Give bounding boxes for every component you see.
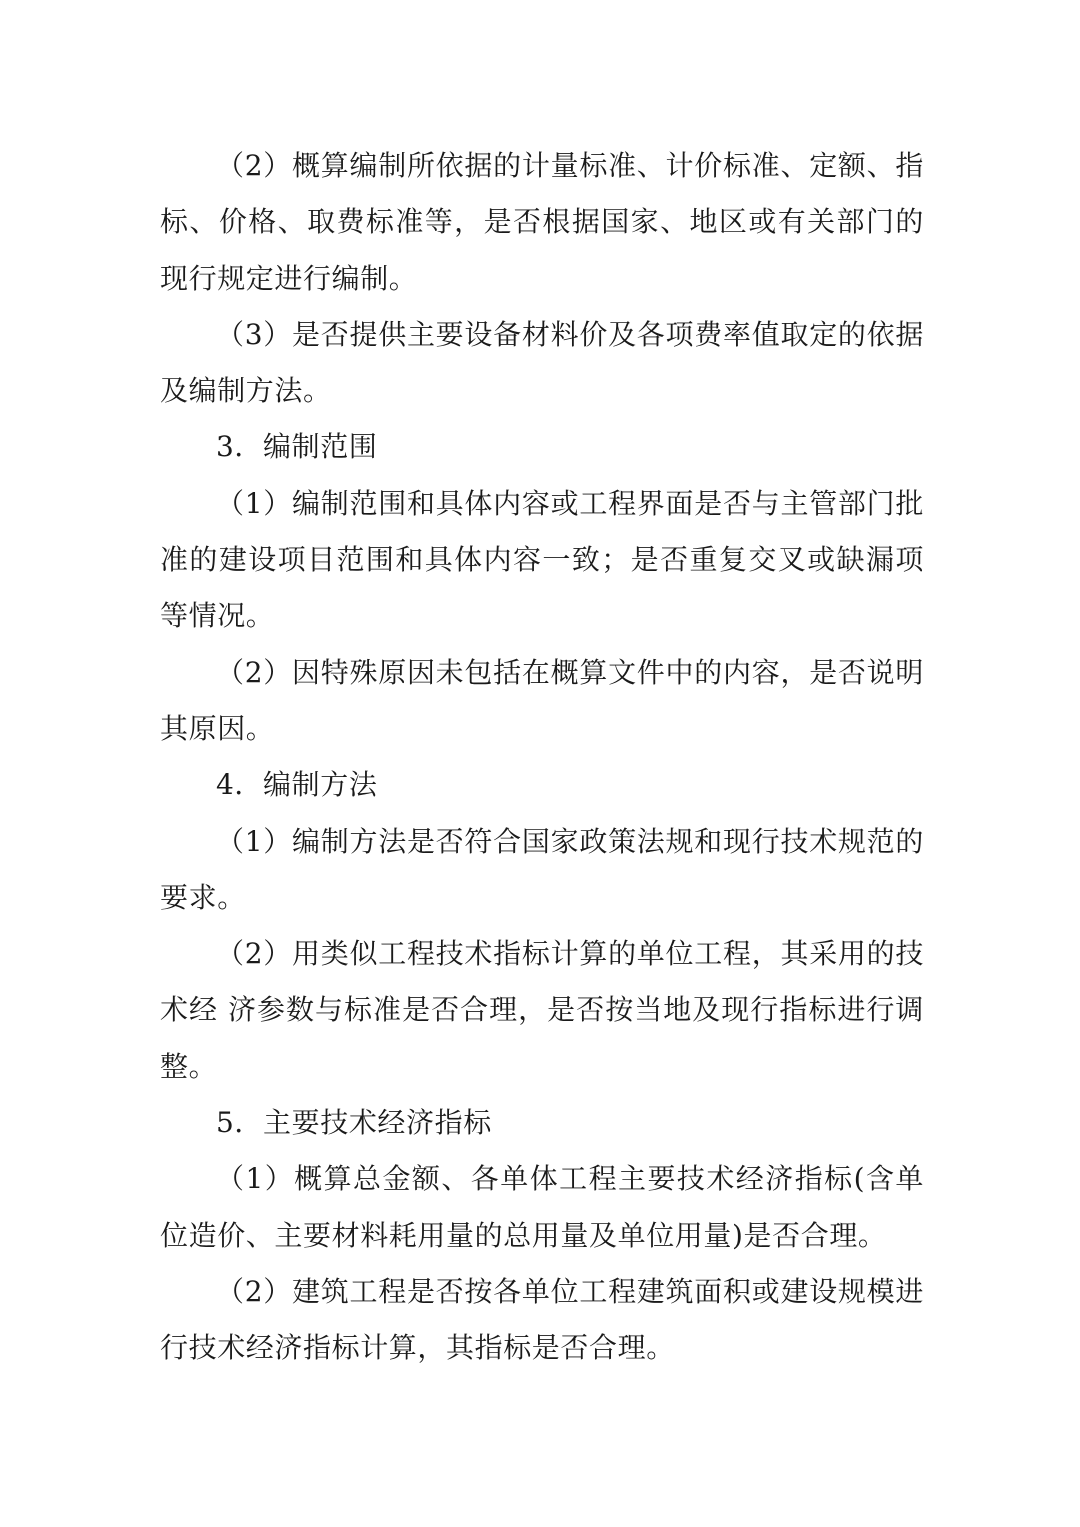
paragraph-method-2: （2）用类似工程技术指标计算的单位工程，其采用的技术经 济参数与标准是否合理，是否按当地及现行指标进行调整。 [160,937,924,1083]
paragraph-scope-1: （1）编制范围和具体内容或工程界面是否与主管部门批准的建设项目范围和具体内容一致；是否重复交叉或缺漏项等情况。 [160,486,924,633]
section-heading-method: 4．编制方法 [216,768,378,802]
paragraph-indicators-1: （1）概算总金额、各单体工程主要技术经济指标(含单位造价、主要材料耗用量的总用量及单位用量)是否合理。 [160,1162,924,1252]
document-body [160,138,924,1377]
paragraph-scope-2: （2）因特殊原因未包括在概算文件中的内容，是否说明其原因。 [160,655,924,745]
paragraph-indicators-2: （2）建筑工程是否按各单位工程建筑面积或建设规模进行技术经济指标计算，其指标是否合理。 [160,1274,924,1365]
paragraph-3-equipment-prices: （3）是否提供主要设备材料价及各项费率值取定的依据及编制方法。 [160,317,924,408]
paragraph-2-basis: （2）概算编制所依据的计量标准、计价标准、定额、指标、价格、取费标准等，是否根据国家、地区或有关部门的现行规定进行编制。 [160,149,924,295]
section-heading-scope: 3．编制范围 [216,430,378,464]
paragraph-method-1: （1）编制方法是否符合国家政策法规和现行技术规范的要求。 [160,824,924,914]
section-heading-indicators: 5．主要技术经济指标 [216,1106,492,1140]
